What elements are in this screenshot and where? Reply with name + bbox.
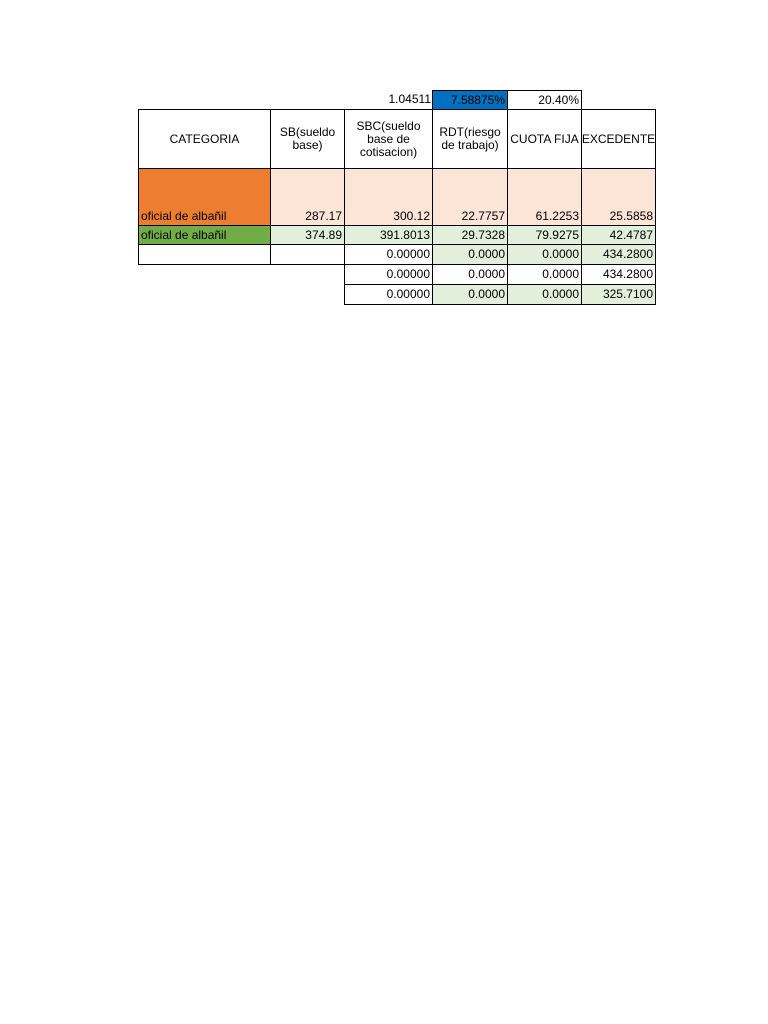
row2-categoria[interactable]: oficial de albañil xyxy=(138,225,271,245)
row1-rdt[interactable]: 22.7757 xyxy=(432,168,508,226)
row5-rdt[interactable]: 0.0000 xyxy=(432,284,508,305)
row1-sb[interactable]: 287.17 xyxy=(270,168,345,226)
row3-sb[interactable] xyxy=(270,244,345,265)
header-cuota-fija[interactable]: CUOTA FIJA xyxy=(507,109,582,169)
row5-cuota-fija[interactable]: 0.0000 xyxy=(507,284,582,305)
header-sb[interactable]: SB(sueldo base) xyxy=(270,109,345,169)
row1-excedente[interactable]: 25.5858 xyxy=(581,168,656,226)
row2-cuota-fija[interactable]: 79.9275 xyxy=(507,225,582,245)
row1-sbc[interactable]: 300.12 xyxy=(344,168,433,226)
row3-excedente[interactable]: 434.2800 xyxy=(581,244,656,265)
row2-sbc[interactable]: 391.8013 xyxy=(344,225,433,245)
row4-cuota-fija[interactable]: 0.0000 xyxy=(507,264,582,285)
header-excedente[interactable]: EXCEDENTE xyxy=(581,109,656,169)
row3-rdt[interactable]: 0.0000 xyxy=(432,244,508,265)
row1-categoria[interactable]: oficial de albañil xyxy=(138,168,271,226)
rdt-percent-cell[interactable]: 7.58875% xyxy=(432,90,508,110)
row2-rdt[interactable]: 29.7328 xyxy=(432,225,508,245)
row1-cuota-fija[interactable]: 61.2253 xyxy=(507,168,582,226)
header-rdt[interactable]: RDT(riesgo de trabajo) xyxy=(432,109,508,169)
cuota-fija-percent-cell[interactable]: 20.40% xyxy=(507,90,582,110)
row3-cuota-fija[interactable]: 0.0000 xyxy=(507,244,582,265)
row4-excedente[interactable]: 434.2800 xyxy=(581,264,656,285)
row5-sbc[interactable]: 0.00000 xyxy=(344,284,433,305)
row5-excedente[interactable]: 325.7100 xyxy=(581,284,656,305)
factor-cell[interactable]: 1.04511 xyxy=(388,92,431,106)
row4-rdt[interactable]: 0.0000 xyxy=(432,264,508,285)
row2-excedente[interactable]: 42.4787 xyxy=(581,225,656,245)
row2-sb[interactable]: 374.89 xyxy=(270,225,345,245)
header-sbc[interactable]: SBC(sueldo base de cotisacion) xyxy=(344,109,433,169)
row3-categoria[interactable] xyxy=(138,244,271,265)
row3-sbc[interactable]: 0.00000 xyxy=(344,244,433,265)
row4-sbc[interactable]: 0.00000 xyxy=(344,264,433,285)
header-categoria[interactable]: CATEGORIA xyxy=(138,109,271,169)
